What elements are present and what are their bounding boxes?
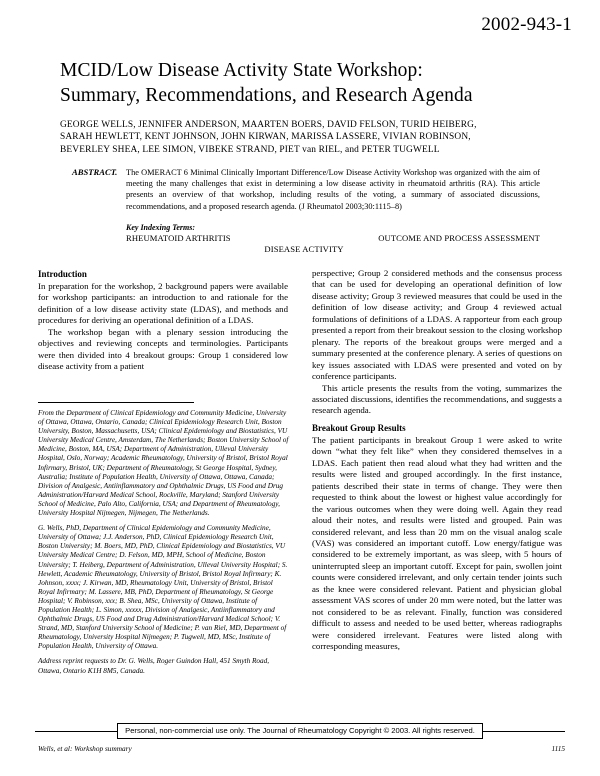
- page-number: 1115: [551, 744, 565, 753]
- section-heading-introduction: Introduction: [38, 269, 87, 279]
- footnote-credentials: G. Wells, PhD, Department of Clinical Epidemiology and Community Medicine, University of Ottawa; J.J. Anderson, PhD, Clinical Epidemiology Research Unit, Boston University; M. Boers, MD, PhD, Clinical Epidemiology and Biostatistics, VU University Medical Centre; D. Felson, MD, MPH, School of Medicine, Boston University; T. Heiberg, Department of Administration, Ulleval University Hospital; S. Hewlett, Academic Rheumatology, University of Bristol, Bristol Royal Infirmary; K. Johnson, xxxx; J. Kirwan, MD, Rheumatology Unit, University of Bristol, Bristol Royal Infirmary; M. Lassere, MB, PhD, Department of Rheumatology, St George Hospital; V. Robinson, xxx; B. Shea, MSc, University of Ottawa, Institute of Population Health; L. Simon, xxxxx, Division of Analgesic, Antiinflammatory and Ophthalmic Drugs, US Food and Drug Administration/Harvard Medical School; V. Strand, MD, Stanford University School of Medicine; P. van Riel, MD, Department of Rheumatology, University Hospital Nijmegen; P. Tugwell, MD, MSc, Institute of Population Health, University of Ottawa.: [38, 524, 288, 651]
- key-term-outcome-and-process-assessment: OUTCOME AND PROCESS ASSESSMENT: [378, 232, 540, 243]
- right-paragraph-2: This article presents the results from the voting, summarizes the associated discussions, identifies the recommendations, and suggests a research agenda.: [312, 382, 562, 416]
- abstract-section: [72, 167, 540, 255]
- author-line-1: GEORGE WELLS, JENNIFER ANDERSON, MAARTEN BOERS, DAVID FELSON, TURID HEIBERG,: [60, 120, 477, 130]
- author-line-2: SARAH HEWLETT, KENT JOHNSON, JOHN KIRWAN, MARISSA LASSERE, VIVIAN ROBINSON,: [60, 132, 471, 143]
- right-paragraph-3: The patient participants in breakout Group 1 were asked to write down “what they felt like” when they considered themselves in a LDAS. Each patient then read aloud what they had written and the results were listed and grouped accordingly. In the first instance, patients described their state in terms of change. They were then requested to think about the lowest or highest value accordingly for the various outcomes when they were doing well. Again they read aloud their notes, and results were listed and grouped. Pain was considered relevant, and less than 20 mm on the visual analog scale (VAS) was considered an important cutoff. Low energy/fatigue was considered to be extremely important, as was sleep, with 5 hours of uninterrupted sleep an important cutoff. Except for pain, swollen joint counts were considered irrelevant, and only certain tender joints such as the knee were considered relevant. Patient and physician global assessment VAS scores of under 20 mm were noted, but the latter was not considered to be as relevant. Finally, function was considered difficult to assess and needed to be used better, whereas radiographs were considered irrelevant. Features were listed along with corresponding measures,: [312, 434, 562, 652]
- page-title: [60, 58, 560, 108]
- intro-paragraph-1: In preparation for the workshop, 2 background papers were available for workshop participants: an introduction to and rationale for the definition of a low disease activity state (LDAS), and methods and procedures for deriving an operational definition of a LDAS.: [38, 281, 288, 326]
- title-line-1: MCID/Low Disease Activity State Workshop:: [60, 60, 423, 81]
- key-terms-row-2: [126, 244, 482, 255]
- running-head: Wells, et al: Workshop summary: [38, 744, 132, 753]
- key-terms-heading: Key Indexing Terms:: [126, 222, 196, 232]
- intro-paragraph-2: The workshop began with a plenary session introducing the objectives and reviewing concepts and terminologies. Participants were then divided into 4 breakout groups: Group 1 considered low disease activity from a patient: [38, 326, 288, 372]
- section-heading-breakout-group-results: Breakout Group Results: [312, 422, 406, 433]
- copyright-notice: Personal, non-commercial use only. The Journal of Rheumatology Copyright © 2003. All rights reserved.: [117, 723, 483, 739]
- author-line-3: BEVERLEY SHEA, LEE SIMON, VIBEKE STRAND, PIET van RIEL, and PETER TUGWELL: [60, 144, 440, 155]
- abstract-text: The OMERACT 6 Minimal Clinically Important Difference/Low Disease Activity Workshop was organized with the aim of meeting the many challenges that exist in determining a low disease activity in rheumatoid arthritis (RA). This article presents an overview of that workshop, including results of the voting, a summary of associated discussions, recommendations, and a proposed research agenda. (J Rheumatol 2003;30:1115–8): [126, 168, 540, 211]
- left-column: [38, 268, 288, 373]
- author-list: [60, 119, 560, 156]
- page-footer: [38, 744, 565, 753]
- copyright-rule-right: [483, 731, 565, 732]
- footnote-block: [38, 409, 290, 676]
- right-column: [312, 268, 562, 653]
- footnote-divider: [38, 402, 194, 403]
- footnote-address: Address reprint requests to Dr. G. Wells, Roger Guindon Hall, 451 Smyth Road, Ottawa, Ontario K1H 8M5, Canada.: [38, 657, 270, 675]
- abstract-label: ABSTRACT.: [72, 167, 118, 177]
- footnote-affiliations: From the Department of Clinical Epidemiology and Community Medicine, University of Ottawa, Ottawa, Ontario, Canada; Clinical Epidemiology Research Unit, Boston University, Boston, Massachusetts, USA; Clinical Epidemiology and Biostatistics, VU University Medical Centre, Amsterdam, The Netherlands; Boston University School of Medicine, Boston, MA, USA; Department of Administration, Ulleval University Hospital, Oslo, Norway; Academic Rheumatology, University of Bristol, Bristol Royal Infirmary, Bristol, UK; Department of Rheumatology, St George Hospital, Sydney, Australia; Institute of Population Health, University of Ottawa, Ottawa, Canada; Division of Analgesic, Antiinflammatory and Ophthalmic Drugs, US Food and Drug Administration/Harvard Medical School, Rockville, Maryland; Stanford University School of Medicine, Palo Alto, California, USA; and Department of Rheumatology, University Hospital Nijmegen, Nijmegen, The Netherlands.: [38, 409, 289, 518]
- key-term-disease-activity: DISEASE ACTIVITY: [264, 243, 344, 254]
- copyright-bar: [35, 723, 565, 739]
- abstract-row: [72, 167, 540, 212]
- key-term-rheumatoid-arthritis: RHEUMATOID ARTHRITIS: [126, 232, 231, 243]
- right-paragraph-1: perspective; Group 2 considered methods and the consensus process that can be used for developing an operational definition of low disease activity; Group 3 reviewed measures that could be used in the definition of low disease activity; and Group 4 reviewed actual formulations of definitions of a LDAS. A rapporteur from each group presented a report from their breakout session to the closing workshop plenary. The reports of the breakout groups were merged and a summary presented at the conference plenary. A series of questions on key issues associated with LDAS were presented and voted on by conference participants.: [312, 268, 562, 382]
- title-line-2: Summary, Recommendations, and Research Agenda: [60, 85, 473, 106]
- copyright-rule-left: [35, 731, 117, 732]
- key-indexing-terms: [126, 222, 540, 255]
- document-number: 2002-943-1: [481, 14, 572, 35]
- key-terms-row-1: [126, 233, 540, 244]
